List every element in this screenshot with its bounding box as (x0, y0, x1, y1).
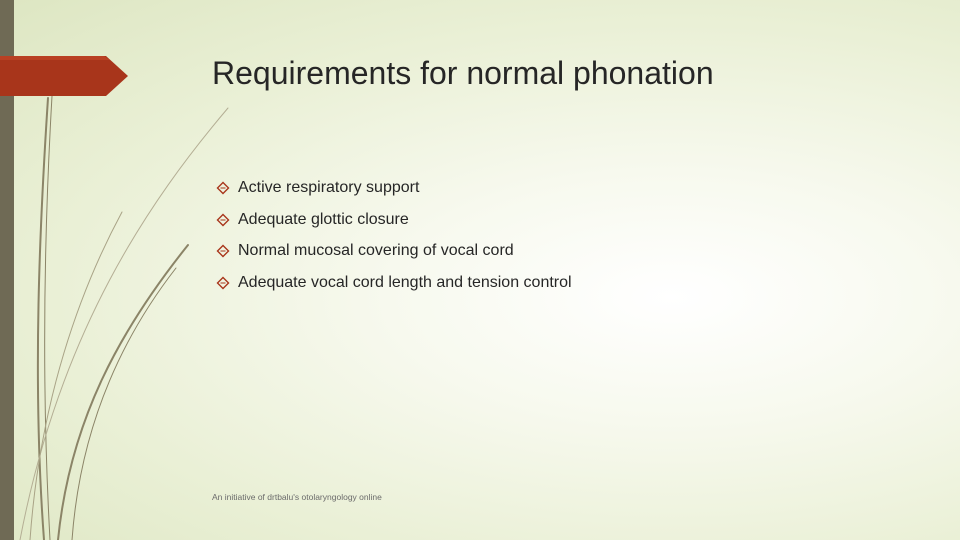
diamond-outline-icon (216, 244, 230, 258)
bullet-item (216, 172, 572, 204)
diamond-outline-icon (216, 181, 230, 195)
bullet-text: Normal mucosal covering of vocal cord (238, 242, 514, 260)
title-accent-arrow (0, 56, 128, 96)
footer-text: An initiative of drtbalu's otolaryngology online (212, 492, 382, 502)
bullet-item (216, 204, 572, 236)
bullet-list (216, 172, 572, 299)
diamond-outline-icon (216, 213, 230, 227)
bullet-item (216, 267, 572, 299)
bullet-text: Active respiratory support (238, 178, 420, 196)
bullet-item (216, 235, 572, 267)
bullet-text: Adequate glottic closure (238, 210, 409, 228)
slide-title: Requirements for normal phonation (212, 55, 714, 91)
bullet-text: Adequate vocal cord length and tension control (238, 273, 572, 291)
diamond-outline-icon (216, 276, 230, 290)
